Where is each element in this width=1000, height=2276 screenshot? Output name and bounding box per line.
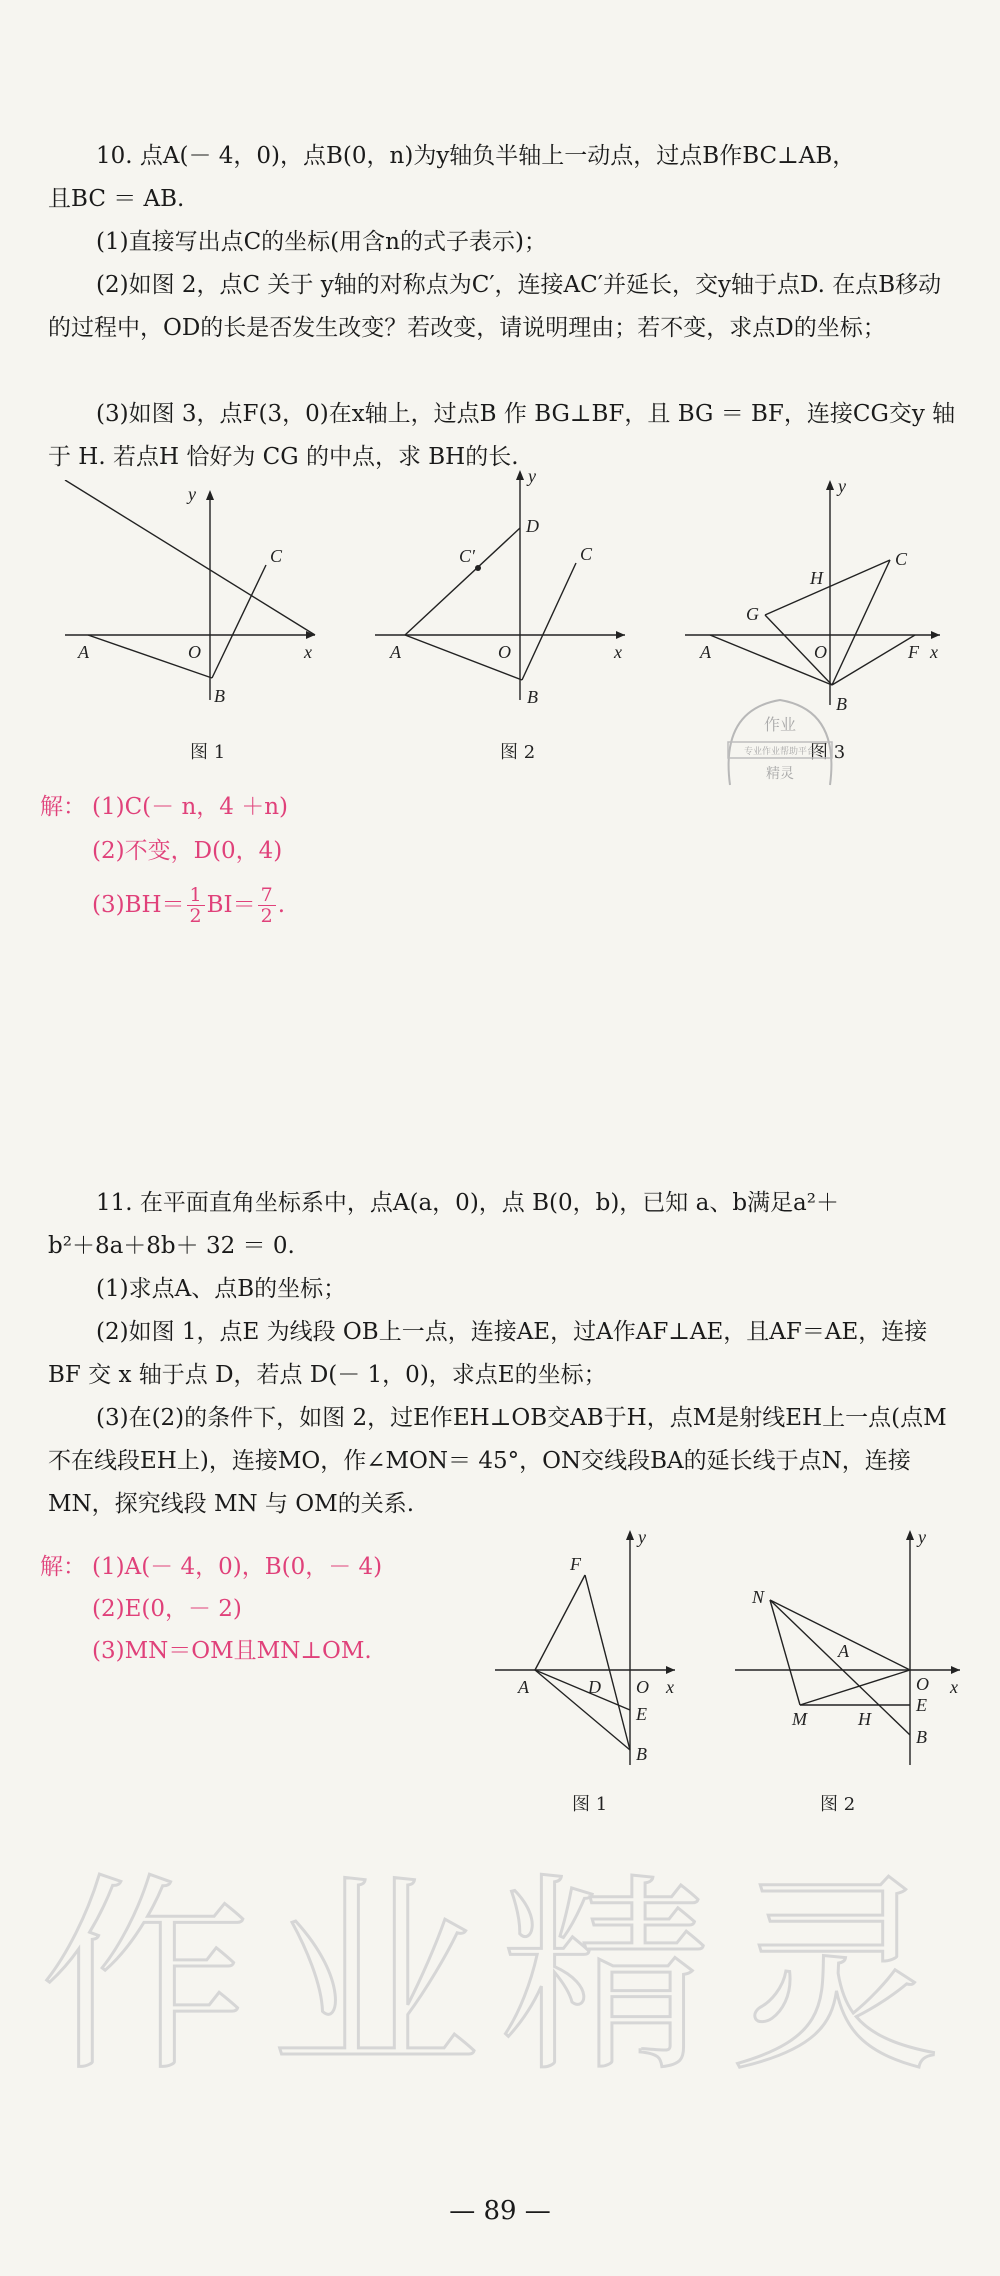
x-axis-arrow — [931, 631, 940, 639]
q10-stem-line2: 且BC ＝ AB. — [48, 186, 185, 212]
label-x: x — [304, 642, 312, 662]
segment-bc — [212, 565, 266, 678]
segment-af — [535, 1575, 585, 1670]
q10-part3: (3)如图 3，点F(3，0)在x轴上，过点B 作 BG⊥BF，且 BG ＝ BF，连接CG交y 轴于 H. 若点H 恰好为 CG 的中点，求 BH的长. — [48, 401, 956, 470]
label-g: G — [746, 604, 759, 624]
label-b: B — [916, 1727, 927, 1747]
q10-ans-1: (1)C(－ n，4 ＋n) — [92, 794, 289, 820]
label-f: F — [570, 1554, 581, 1574]
frac2-num: 7 — [260, 883, 273, 906]
segment-bc — [522, 563, 576, 680]
watermark-text: 作业精灵 — [40, 1860, 960, 2100]
label-x: x — [666, 1677, 674, 1697]
segment-nm — [770, 1600, 800, 1705]
label-a: A — [700, 642, 711, 662]
ans3-lead: (3)BH＝ — [92, 892, 185, 918]
q10-fig2-caption: 图 2 — [500, 742, 536, 763]
frac1-den: 2 — [187, 905, 205, 926]
q10-ans-2: (2)不变，D(0，4) — [92, 838, 283, 864]
label-h: H — [858, 1709, 871, 1729]
ans3-end: . — [277, 892, 286, 918]
label-y: y — [188, 484, 196, 504]
y-axis-arrow — [626, 1530, 634, 1540]
stamp-top: 作业 — [763, 717, 797, 734]
label-o: O — [188, 642, 201, 662]
q10-part2: (2)如图 2，点C 关于 y轴的对称点为C′，连接AC′并延长，交y轴于点D. 在点B移动的过程中，OD的长是否发生改变？若改变，请说明理由；若不变，求点D的坐标； — [48, 272, 942, 341]
q11-stem-line2: b²＋8a＋8b＋ 32 ＝ 0. — [48, 1233, 295, 1259]
label-y: y — [918, 1527, 926, 1547]
segment-gc — [765, 560, 890, 615]
q10-fig1-caption: 图 1 — [190, 742, 226, 763]
label-x: x — [950, 1677, 958, 1697]
segment-ad — [405, 528, 520, 635]
label-d: D — [526, 516, 539, 536]
segment-fb — [585, 1575, 630, 1750]
page-number: — 89 — — [449, 2196, 551, 2226]
label-b: B — [836, 694, 847, 714]
q10-ans-prefix: 解： — [40, 794, 86, 820]
stamp-middle: 专业作业帮助平台 — [743, 746, 817, 756]
y-axis-arrow — [906, 1530, 914, 1540]
frac2-den: 2 — [258, 905, 276, 926]
label-e: E — [636, 1704, 647, 1724]
label-o: O — [498, 642, 511, 662]
q11-ans-prefix: 解： — [40, 1554, 86, 1580]
q10-figure-2 — [370, 460, 640, 710]
y-axis-arrow — [206, 490, 214, 500]
label-a: A — [78, 642, 89, 662]
q11-fig2-caption: 图 2 — [820, 1794, 856, 1815]
q11-ans-1: (1)A(－ 4，0)，B(0，－ 4) — [92, 1554, 383, 1580]
label-a: A — [838, 1641, 849, 1661]
label-a: A — [518, 1677, 529, 1697]
q10-fig3-caption: 图 3 — [810, 742, 846, 763]
fraction-one-half — [187, 885, 205, 926]
y-axis-arrow — [516, 470, 524, 480]
label-c: C — [895, 549, 908, 569]
q11-part3: (3)在(2)的条件下，如图 2，过E作EH⊥OB交AB于H，点M是射线EH上一点(点M不在线段EH上)，连接MO，作∠MON＝ 45°，ON交线段BA的延长线于点N，连接 MN，探究线段 MN 与 OM的关系. — [48, 1405, 947, 1517]
q10-figure-3 — [680, 470, 950, 720]
q10-stem-line1: 10. 点A(－ 4，0)，点B(0，n)为y轴负半轴上一动点，过点B作BC⊥AB， — [96, 143, 856, 169]
q11-ans-2: (2)E(0，－ 2) — [92, 1596, 242, 1622]
q11-figure-2 — [730, 1525, 970, 1775]
q11-stem-line1: 11. 在平面直角坐标系中，点A(a，0)，点 B(0，b)，已知 a、b满足a²＋ — [96, 1190, 839, 1216]
label-c: C — [270, 546, 283, 566]
segment-ab — [535, 1670, 630, 1750]
label-a: A — [390, 642, 401, 662]
point-c-prime — [475, 565, 481, 571]
label-o: O — [636, 1677, 649, 1697]
q11-fig1-caption: 图 1 — [572, 1794, 608, 1815]
q11-part1: (1)求点A、点B的坐标； — [96, 1276, 347, 1302]
label-b: B — [214, 686, 225, 706]
label-y: y — [838, 476, 846, 496]
label-y: y — [528, 466, 536, 486]
watermark-logo — [40, 1860, 960, 2100]
label-y: y — [638, 1527, 646, 1547]
label-b: B — [636, 1744, 647, 1764]
label-o: O — [916, 1674, 929, 1694]
segment-mo — [800, 1670, 910, 1705]
frac1-num: 1 — [189, 883, 202, 906]
label-x: x — [930, 642, 938, 662]
x-axis-arrow — [951, 1666, 960, 1674]
segment-nb — [770, 1600, 910, 1735]
q11-part2: (2)如图 1，点E 为线段 OB上一点，连接AE，过A作AF⊥AE，且AF＝AE，连接BF 交 x 轴于点 D，若点 D(－ 1，0)，求点E的坐标； — [48, 1319, 928, 1388]
label-c-prime: C′ — [459, 546, 475, 566]
q11-ans-3: (3)MN＝OM且MN⊥OM. — [92, 1638, 372, 1664]
stamp-bottom: 精灵 — [766, 767, 794, 782]
label-e: E — [916, 1695, 927, 1715]
label-x: x — [614, 642, 622, 662]
ans3-mid: BI＝ — [206, 892, 256, 918]
label-h: H — [810, 568, 823, 588]
label-n: N — [752, 1587, 765, 1607]
segment-bf — [832, 635, 915, 685]
x-axis-arrow — [616, 631, 625, 639]
label-d: D — [588, 1677, 601, 1697]
q10-figure-1 — [60, 480, 330, 710]
q10-ans-3 — [92, 884, 285, 926]
y-axis-arrow — [826, 480, 834, 490]
segment-bc — [832, 560, 890, 685]
zuoye-stamp-logo — [710, 690, 850, 800]
fraction-seven-halves — [258, 885, 276, 926]
label-b: B — [527, 687, 538, 707]
q10-part1: (1)直接写出点C的坐标(用含n的式子表示)； — [96, 229, 547, 255]
label-o: O — [814, 642, 827, 662]
label-f: F — [908, 642, 919, 662]
label-c: C — [580, 544, 593, 564]
segment-ae — [535, 1670, 630, 1710]
label-m: M — [792, 1709, 807, 1729]
q11-figure-1 — [490, 1525, 690, 1775]
x-axis-arrow — [666, 1666, 675, 1674]
